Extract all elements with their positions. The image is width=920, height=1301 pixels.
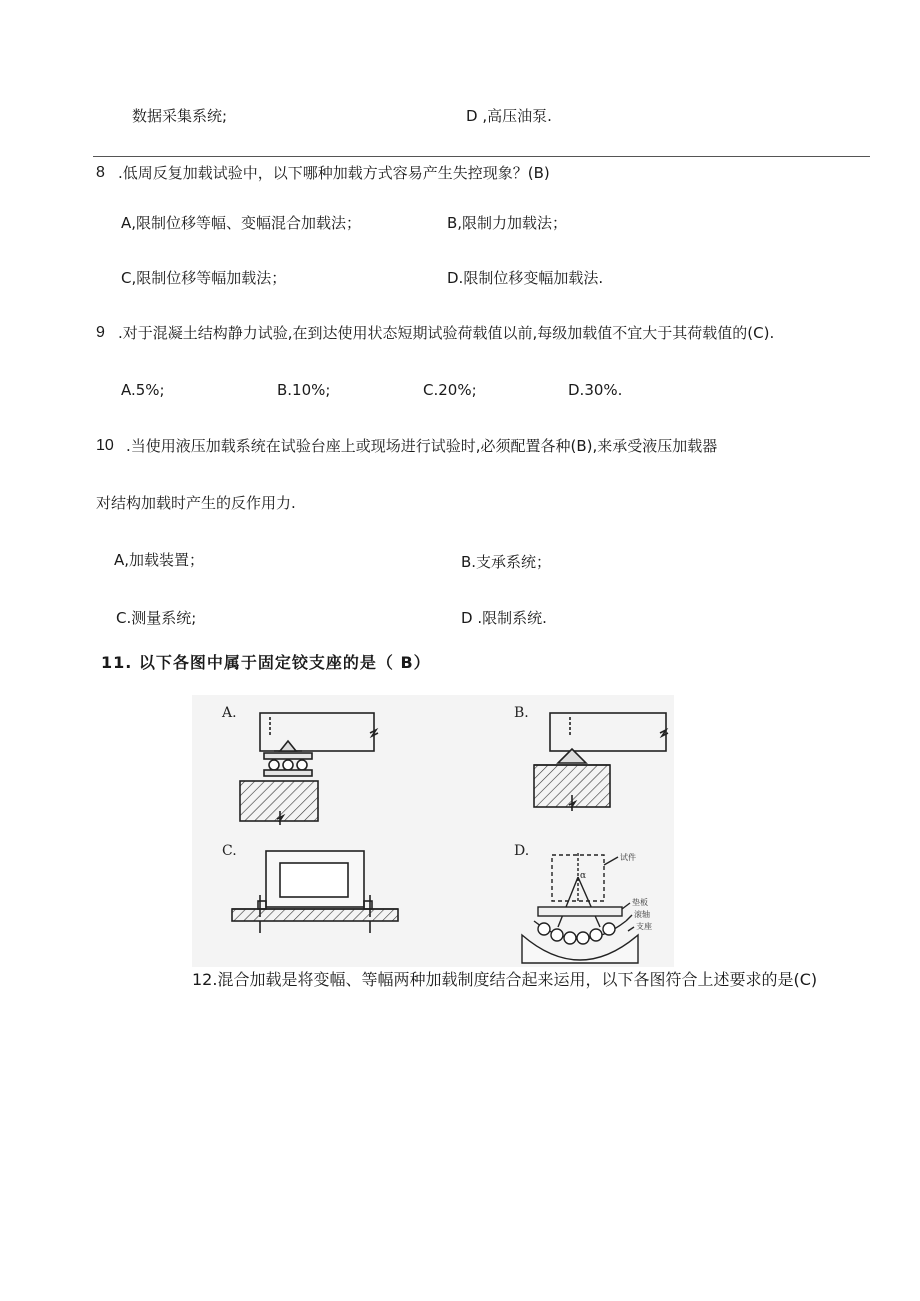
q10-number: 10 [96,437,114,454]
diagram-d-label: D. [514,843,530,859]
q9-number: 9 [96,324,105,341]
q8-number: 8 [96,164,105,181]
q8-option-b: B,限制力加载法； [447,214,568,232]
q10-option-c: C.测量系统; [116,609,197,627]
q9-option-a: A.5%; [121,381,165,399]
section-divider [93,156,870,157]
q7-option-c: 数据采集系统; [132,107,228,125]
diagram-d-annotation-support: 支座 [636,922,652,931]
diagram-a-label: A. [222,705,237,721]
q8-option-a: A,限制位移等幅、变幅混合加载法； [121,214,362,232]
q8-option-c: C,限制位移等幅加载法； [121,269,287,287]
q9-option-c: C.20%; [423,381,477,399]
q9-option-d: D.30%. [568,381,623,399]
q10-stem-continued: 对结构加载时产生的反作用力. [96,494,296,512]
diagram-d-annotation-roller: 滚轴 [634,910,650,919]
svg-text:α: α [580,871,587,881]
q10-option-b: B.支承系统； [461,553,552,571]
q10-stem: .当使用液压加载系统在试验台座上或现场进行试验时,必须配置各种(B),来承受液压加载器 [126,437,718,455]
diagram-b [514,705,668,811]
q9-option-b: B.10%; [277,381,331,399]
diagram-d-annotation-specimen: 试件 [620,853,636,862]
q11-stem: 11. 以下各图中属于固定铰支座的是（ B） [101,653,431,672]
q8-option-d: D.限制位移变幅加载法. [447,269,604,287]
q12-stem: 12.混合加载是将变幅、等幅两种加载制度结合起来运用，以下各图符合上述要求的是(C) [192,970,818,989]
q7-option-d: D ,高压油泵. [466,107,552,125]
q8-stem: .低周反复加载试验中，以下哪种加载方式容易产生失控现象？(B) [118,164,550,182]
diagram-a [221,705,378,825]
q9-stem: .对于混凝土结构静力试验,在到达使用状态短期试验荷载值以前,每级加载值不宜大于其荷载值的(C). [118,324,775,342]
diagram-d [514,843,652,963]
diagram-c-label: C. [222,843,237,859]
q10-option-d: D .限制系统. [461,609,547,627]
diagram-c [222,843,398,933]
diagram-d-annotation-pad: 垫板 [632,898,648,907]
support-diagrams-figure [192,695,674,967]
diagram-b-label: B. [514,705,529,721]
q10-option-a: A,加载装置； [114,551,205,569]
